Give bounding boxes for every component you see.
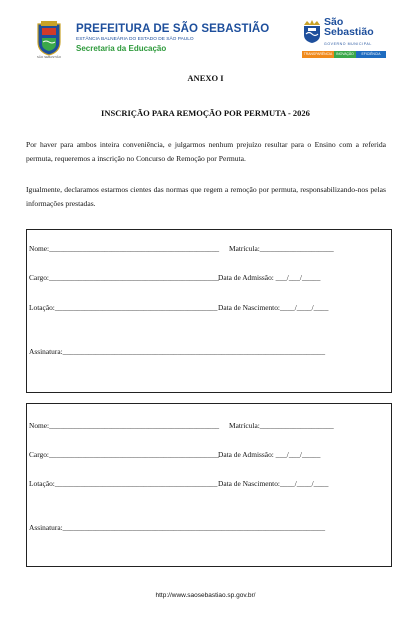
paragraph-request: Por haver para ambos inteira conveniência, e julgarmos nenhum prejuízo resultar para o Ensino com a referida permuta, requeremos a inscrição no Concurso de Remoção por Permuta. xyxy=(26,140,386,163)
crest-caption: SÃO SEBASTIÃO xyxy=(36,55,62,59)
data-admissao-field[interactable]: Data de Admissão: ___/___/_____ xyxy=(218,273,321,282)
logo-bar-item: EFICIÊNCIA xyxy=(356,51,386,58)
logo-bar-item: INOVAÇÃO xyxy=(334,51,356,58)
document-title: INSCRIÇÃO PARA REMOÇÃO POR PERMUTA - 2026 xyxy=(101,108,310,118)
city-logo-tagline: GOVERNO MUNICIPAL xyxy=(324,42,372,46)
matricula-field[interactable]: Matrícula:____________________ xyxy=(229,244,334,253)
lotacao-field[interactable]: Lotação:____________________________________________ xyxy=(29,479,218,488)
letterhead xyxy=(0,0,411,72)
lotacao-field[interactable]: Lotação:____________________________________________ xyxy=(29,303,218,312)
data-nascimento-field[interactable]: Data de Nascimento:____/____/____ xyxy=(218,479,329,488)
assinatura-field[interactable]: Assinatura:_______________________________________________________________________ xyxy=(29,347,326,356)
city-logo-name-line1: São xyxy=(324,16,344,28)
paragraph-declaration: Igualmente, declaramos estarmos cientes das normas que regem a remoção por permuta, responsabilizando-nos pelas informações prestadas. xyxy=(26,185,386,208)
applicant-form-2 xyxy=(26,403,392,567)
cargo-field[interactable]: Cargo:______________________________________________ xyxy=(29,273,219,282)
data-nascimento-field[interactable]: Data de Nascimento:____/____/____ xyxy=(218,303,329,312)
annex-heading: ANEXO I xyxy=(187,73,224,83)
cargo-field[interactable]: Cargo:______________________________________________ xyxy=(29,450,219,459)
logo-bar-item: TRANSPARÊNCIA xyxy=(303,52,333,56)
footer-url[interactable]: http://www.saosebastiao.sp.gov.br/ xyxy=(155,592,256,599)
city-logo-bar xyxy=(302,51,386,58)
city-logo-icon xyxy=(303,19,321,43)
applicant-form-1 xyxy=(26,229,392,393)
city-logo-name xyxy=(324,17,374,37)
matricula-field[interactable]: Matrícula:____________________ xyxy=(229,421,334,430)
city-logo-name-line2: Sebastião xyxy=(324,26,374,38)
nome-field[interactable]: Nome:______________________________________________ xyxy=(29,421,220,430)
prefecture-subtitle: ESTÂNCIA BALNEÁRIA DO ESTADO DE SÃO PAULO xyxy=(76,37,194,42)
data-admissao-field[interactable]: Data de Admissão: ___/___/_____ xyxy=(218,450,321,459)
department-name: Secretaria da Educação xyxy=(76,44,167,53)
assinatura-field[interactable]: Assinatura:_______________________________________________________________________ xyxy=(29,523,326,532)
municipal-crest-icon xyxy=(36,20,62,56)
prefecture-title: PREFEITURA DE SÃO SEBASTIÃO xyxy=(76,23,270,35)
nome-field[interactable]: Nome:______________________________________________ xyxy=(29,244,220,253)
